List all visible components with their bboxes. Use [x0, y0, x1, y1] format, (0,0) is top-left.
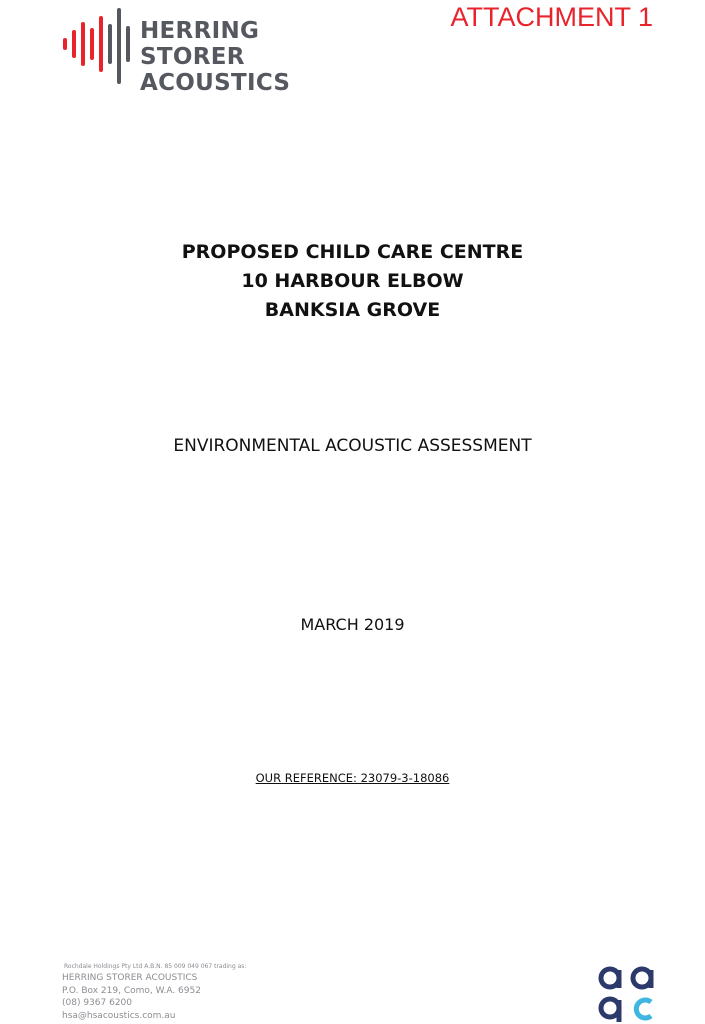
company-logo	[62, 4, 362, 96]
title-line-3: BANKSIA GROVE	[264, 299, 441, 321]
aac-logo-icon	[598, 964, 660, 1024]
document-date: MARCH 2019	[300, 615, 405, 634]
footer-contact	[62, 962, 246, 1022]
logo-line-2: ACOUSTICS	[140, 70, 291, 96]
footer-address: P.O. Box 219, Como, W.A. 6952	[62, 985, 201, 996]
attachment-label: ATTACHMENT 1	[450, 2, 653, 32]
reference-number: OUR REFERENCE: 23079-3-18086	[255, 771, 450, 785]
document-subtitle: ENVIRONMENTAL ACOUSTIC ASSESSMENT	[173, 436, 532, 456]
logo-line-1: HERRING STORER	[140, 18, 260, 70]
sound-bars-icon	[62, 4, 134, 88]
title-line-2: 10 HARBOUR ELBOW	[241, 270, 464, 292]
document-title	[0, 238, 705, 325]
footer-email: hsa@hsacoustics.com.au	[62, 1010, 176, 1021]
footer-holding-line: Rochdale Holdings Pty Ltd A.B.N. 85 009 049 067 trading as:	[64, 963, 247, 970]
footer-phone: (08) 9367 6200	[62, 998, 133, 1008]
footer-company: HERRING STORER ACOUSTICS	[62, 973, 198, 983]
title-line-1: PROPOSED CHILD CARE CENTRE	[181, 241, 524, 263]
logo-text	[140, 18, 362, 96]
